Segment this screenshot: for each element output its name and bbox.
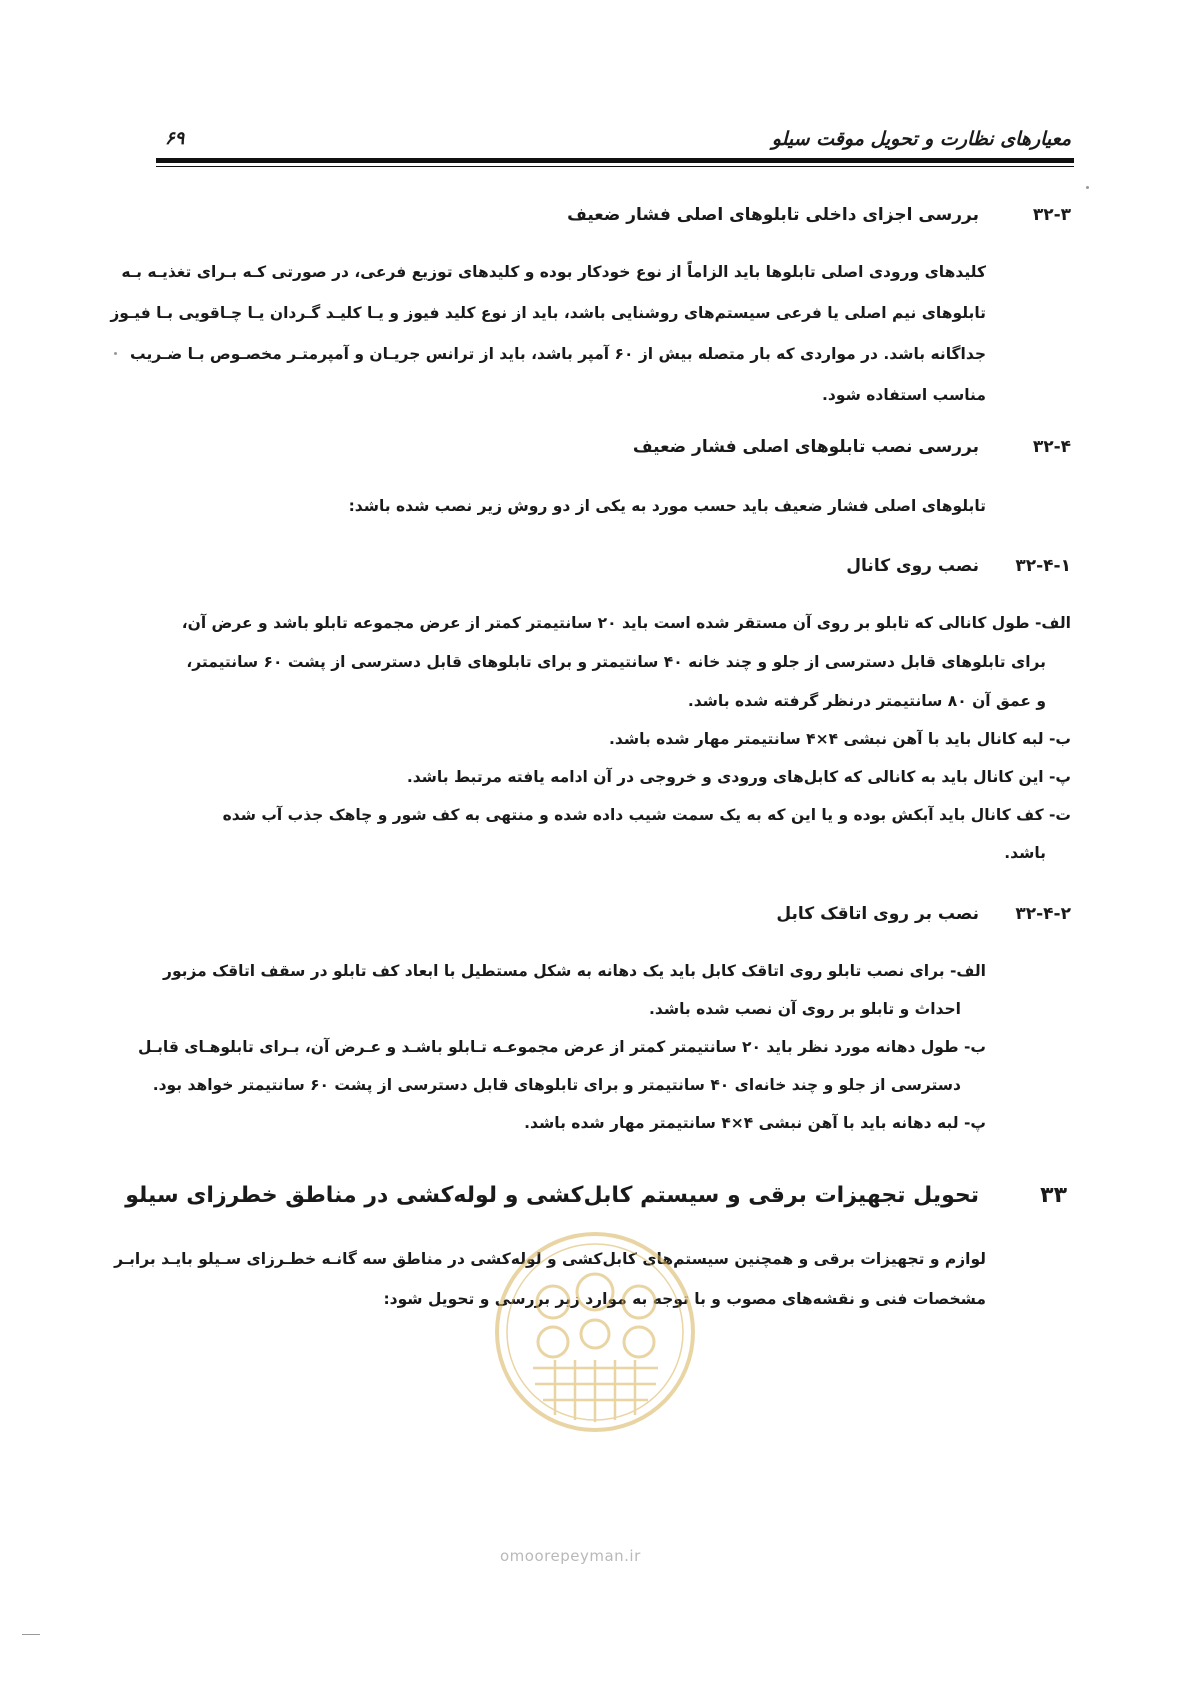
header-rule-thin <box>156 166 1074 167</box>
list-item-be: ب- طول دهانه مورد نظر باید ۲۰ سانتیمتر کمتر از عرض مجموعـه تـابلو باشـد و عـرض آن، بـرای تابلوهـای قابـل <box>137 1038 986 1056</box>
page-number: ۶۹ <box>165 128 185 149</box>
running-header-title: معیارهای نظارت و تحویل موقت سیلو <box>771 128 1071 150</box>
section-number: ۳۳ <box>1040 1183 1067 1208</box>
paragraph-line: جداگانه باشد. در مواردی که بار متصله بیش از ۶۰ آمپر باشد، باید از ترانس جریـان و آمپرمتـر مخصـوص بـا ضـریب <box>130 345 986 363</box>
scan-speck <box>114 352 117 355</box>
list-item-be: ب- لبه کانال باید با آهن نبشی ۴×۴ سانتیمتر مهار شده باشد. <box>609 730 1071 748</box>
list-item-alef: الف- برای نصب تابلو روی اتاقک کابل باید یک دهانه به شکل مستطیل با ابعاد کف تابلو در سقف اتاقک مزبور <box>163 962 986 980</box>
section-heading-32-4-1 <box>171 556 1071 582</box>
section-number: ۳۲-۴-۲ <box>1015 904 1071 924</box>
list-item-te: ت- کف کانال باید آبکش بوده و یا این که به یک سمت شیب داده شده و منتهی به کف شور و چاهک جذب آب شده <box>222 806 1071 824</box>
section-heading-33 <box>125 1183 1071 1215</box>
paragraph-33-line: مشخصات فنی و نقشه‌های مصوب و با توجه به موارد زیر بررسی و تحویل شود: <box>383 1290 986 1308</box>
paragraph-32-4: تابلوهای اصلی فشار ضعیف باید حسب مورد به یکی از دو روش زیر نصب شده باشد: <box>348 497 986 515</box>
section-title: تحویل تجهیزات برقی و سیستم کابل‌کشی و لوله‌کشی در مناطق خطرزای سیلو <box>125 1183 979 1208</box>
watermark-seal-icon <box>493 1230 698 1435</box>
paragraph-line: تابلوهای نیم اصلی یا فرعی سیستم‌های روشنایی باشد، باید از نوع کلید فیوز و یـا کلیـد گـردان یـا چـاقویی بـا فیـوز <box>110 304 986 322</box>
paragraph-33-line: لوازم و تجهیزات برقی و همچنین سیستم‌های کابل‌کشی و لوله‌کشی در مناطق سه گانـه خطـرزای سـیلو بایـد برابـر <box>114 1250 986 1268</box>
section-number: ۳۲-۴-۱ <box>1015 556 1071 576</box>
paragraph-line: کلیدهای ورودی اصلی تابلوها باید الزاماً از نوع خودکار بوده و کلیدهای توزیع فرعی، در صورتی کـه بـرای تغذیـه بـه <box>121 263 986 281</box>
list-item-alef: الف- طول کانالی که تابلو بر روی آن مستقر شده است باید ۲۰ سانتیمتر کمتر از عرض مجموعه تابلو باشد و عرض آن، <box>181 614 1071 632</box>
section-number: ۳۲-۴ <box>1032 437 1071 457</box>
list-item-be-cont: دسترسی از جلو و چند خانه‌ای ۴۰ سانتیمتر و برای تابلوهای قابل دسترسی از پشت ۶۰ سانتیمتر خواهد بود. <box>152 1076 961 1094</box>
section-heading-32-3 <box>171 205 1071 231</box>
list-item-te-cont: باشد. <box>1004 844 1046 862</box>
watermark-site: omoorepeyman.ir <box>500 1547 641 1565</box>
section-heading-32-4 <box>171 437 1071 463</box>
section-heading-32-4-2 <box>171 904 1071 930</box>
section-title: بررسی نصب تابلوهای اصلی فشار ضعیف <box>632 437 979 457</box>
section-title: نصب بر روی اتاقک کابل <box>776 904 979 924</box>
list-item-alef-cont: احداث و تابلو بر روی آن نصب شده باشد. <box>649 1000 961 1018</box>
section-title: نصب روی کانال <box>846 556 979 576</box>
section-number: ۳۲-۳ <box>1032 205 1071 225</box>
paragraph-line: مناسب استفاده شود. <box>822 386 986 404</box>
paragraph-32-3 <box>110 252 986 416</box>
list-item-pe: پ- لبه دهانه باید با آهن نبشی ۴×۴ سانتیمتر مهار شده باشد. <box>524 1114 986 1132</box>
scan-edge-mark <box>22 1634 40 1635</box>
section-title: بررسی اجزای داخلی تابلوهای اصلی فشار ضعیف <box>567 205 979 225</box>
list-item-alef-cont: برای تابلوهای قابل دسترسی از جلو و چند خانه ۴۰ سانتیمتر و برای تابلوهای قابل دسترسی از پشت ۶۰ سانتیمتر، <box>186 653 1046 671</box>
list-item-alef-cont: و عمق آن ۸۰ سانتیمتر درنظر گرفته شده باشد. <box>687 692 1046 710</box>
scan-speck <box>1086 186 1089 189</box>
header-rule-thick <box>156 158 1074 163</box>
list-item-pe: پ- این کانال باید به کانالی که کابل‌های ورودی و خروجی در آن ادامه یافته مرتبط باشد. <box>406 768 1071 786</box>
